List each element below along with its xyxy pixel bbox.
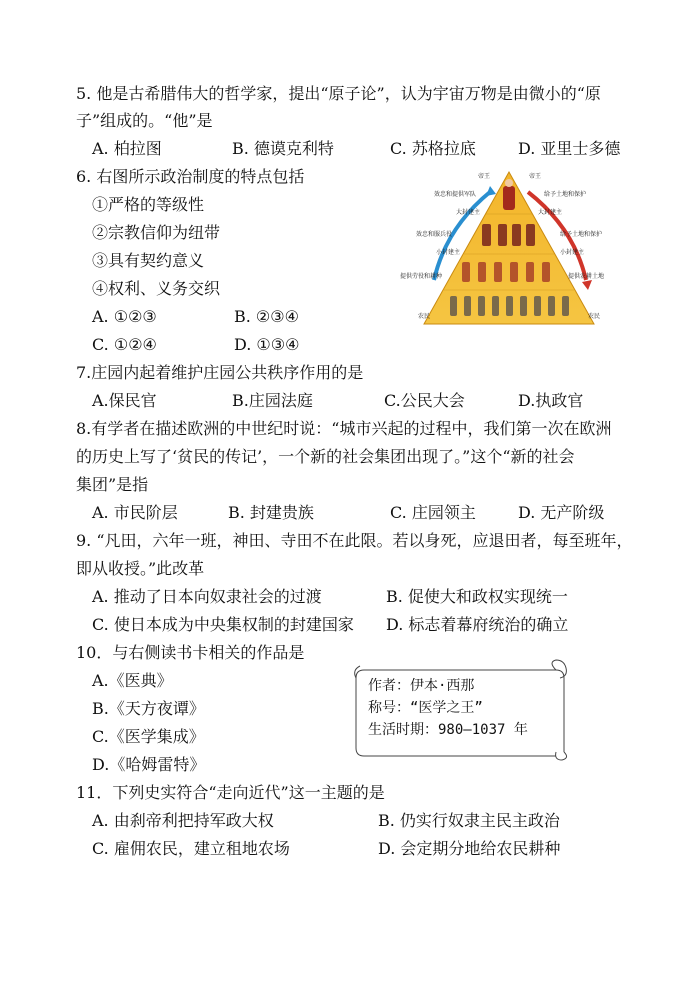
q6-option-d[interactable]: D. ①③④ — [234, 335, 300, 354]
q7-option-b[interactable]: B.庄园法庭 — [232, 391, 313, 410]
q7-option-c[interactable]: C.公民大会 — [384, 391, 465, 410]
card-period: 生活时期：980—1037 年 — [368, 722, 528, 738]
q9-option-d[interactable]: D. 标志着幕府统治的确立 — [386, 615, 569, 634]
pyramid-tier-left-4: 农民 — [418, 314, 431, 320]
pyramid-tier-left-3: 小封建主 — [436, 250, 461, 256]
q5-option-b[interactable]: B. 德谟克利特 — [232, 139, 334, 158]
q6-option-a[interactable]: A. ①②③ — [92, 307, 157, 326]
q6-item-2: ②宗教信仰为纽带 — [92, 223, 221, 242]
feudal-pyramid-figure — [398, 168, 620, 328]
q7-option-a[interactable]: A.保民官 — [92, 391, 157, 410]
q6-stem: 6. 右图所示政治制度的特点包括 — [76, 167, 305, 186]
card-title: 称号：“医学之王” — [368, 700, 483, 716]
q9-option-b[interactable]: B. 促使大和政权实现统一 — [386, 587, 568, 606]
pyramid-arrow-left-1: 效忠和提供军队 — [434, 192, 477, 198]
pyramid-tier-left-2: 大封建主 — [456, 210, 481, 216]
king-figure — [503, 186, 515, 210]
q11-option-b[interactable]: B. 仍实行奴隶主民主政治 — [378, 811, 560, 830]
q8-option-b[interactable]: B. 封建贵族 — [228, 503, 314, 522]
q11-option-c[interactable]: C. 雇佣农民，建立租地农场 — [92, 839, 290, 858]
q5-stem-line2: 子”组成的。“他”是 — [76, 111, 213, 130]
q11-option-a[interactable]: A. 由刹帝利把持军政大权 — [92, 811, 274, 830]
q5-option-d[interactable]: D. 亚里士多德 — [518, 139, 621, 158]
q6-option-b[interactable]: B. ②③④ — [234, 307, 299, 326]
q6-item-4: ④权利、义务交织 — [92, 279, 221, 298]
q11-option-d[interactable]: D. 会定期分地给农民耕种 — [378, 839, 561, 858]
q9-stem-line2: 即从收授。”此改革 — [76, 559, 205, 578]
q8-stem-line2: 的历史上写了‘贫民的传记’，一个新的社会集团出现了。”这个“新的社会 — [76, 447, 575, 466]
q6-option-c[interactable]: C. ①②④ — [92, 335, 157, 354]
q7-stem: 7.庄园内起着维护庄园公共秩序作用的是 — [76, 363, 364, 382]
pyramid-arrow-left-3: 提供劳役和耕种 — [400, 274, 443, 280]
q10-option-d[interactable]: D.《哈姆雷特》 — [92, 755, 206, 774]
pyramid-tier-right-3: 小封建主 — [560, 250, 585, 256]
card-author: 作者：伊本·西那 — [368, 678, 475, 694]
q5-option-a[interactable]: A. 柏拉图 — [92, 139, 162, 158]
q7-option-d[interactable]: D.执政官 — [518, 391, 584, 410]
q9-option-a[interactable]: A. 推动了日本向奴隶社会的过渡 — [92, 587, 322, 606]
q10-option-a[interactable]: A.《医典》 — [92, 671, 173, 690]
q9-stem-line1: 9. “凡田，六年一班，神田、寺田不在此限。若以身死，应退田者，每至班年， — [76, 531, 633, 550]
q8-option-a[interactable]: A. 市民阶层 — [92, 503, 178, 522]
q8-stem-line1: 8.有学者在描述欧洲的中世纪时说：“城市兴起的过程中，我们第一次在欧洲 — [76, 419, 612, 438]
q5-stem-line1: 5. 他是古希腊伟大的哲学家，提出“原子论”，认为宇宙万物是由微小的“原 — [76, 84, 601, 103]
q6-item-1: ①严格的等级性 — [92, 195, 205, 214]
pyramid-arrow-right-1: 给予土地和保护 — [544, 192, 587, 198]
q5-option-c[interactable]: C. 苏格拉底 — [390, 139, 476, 158]
q10-option-c[interactable]: C.《医学集成》 — [92, 727, 205, 746]
pyramid-tier-right-2: 大封建主 — [538, 210, 563, 216]
q8-option-d[interactable]: D. 无产阶级 — [518, 503, 605, 522]
q10-option-b[interactable]: B.《天方夜谭》 — [92, 699, 205, 718]
pyramid-top-label-right: 帝王 — [529, 174, 542, 180]
pyramid-tier-right-4: 农民 — [588, 314, 601, 320]
pyramid-top-label-left: 帝王 — [478, 174, 491, 180]
pyramid-arrow-left-2: 效忠和服兵役 — [416, 232, 453, 238]
q10-stem: 10．与右侧读书卡相关的作品是 — [76, 643, 305, 662]
q6-item-3: ③具有契约意义 — [92, 251, 205, 270]
q8-option-c[interactable]: C. 庄园领主 — [390, 503, 476, 522]
q8-stem-line3: 集团”是指 — [76, 475, 149, 494]
pyramid-arrow-right-3: 提供农耕土地 — [568, 274, 605, 280]
q11-stem: 11．下列史实符合“走向近代”这一主题的是 — [76, 783, 385, 802]
pyramid-arrow-right-2: 给予土地和保护 — [560, 232, 603, 238]
q9-option-c[interactable]: C. 使日本成为中央集权制的封建国家 — [92, 615, 354, 634]
